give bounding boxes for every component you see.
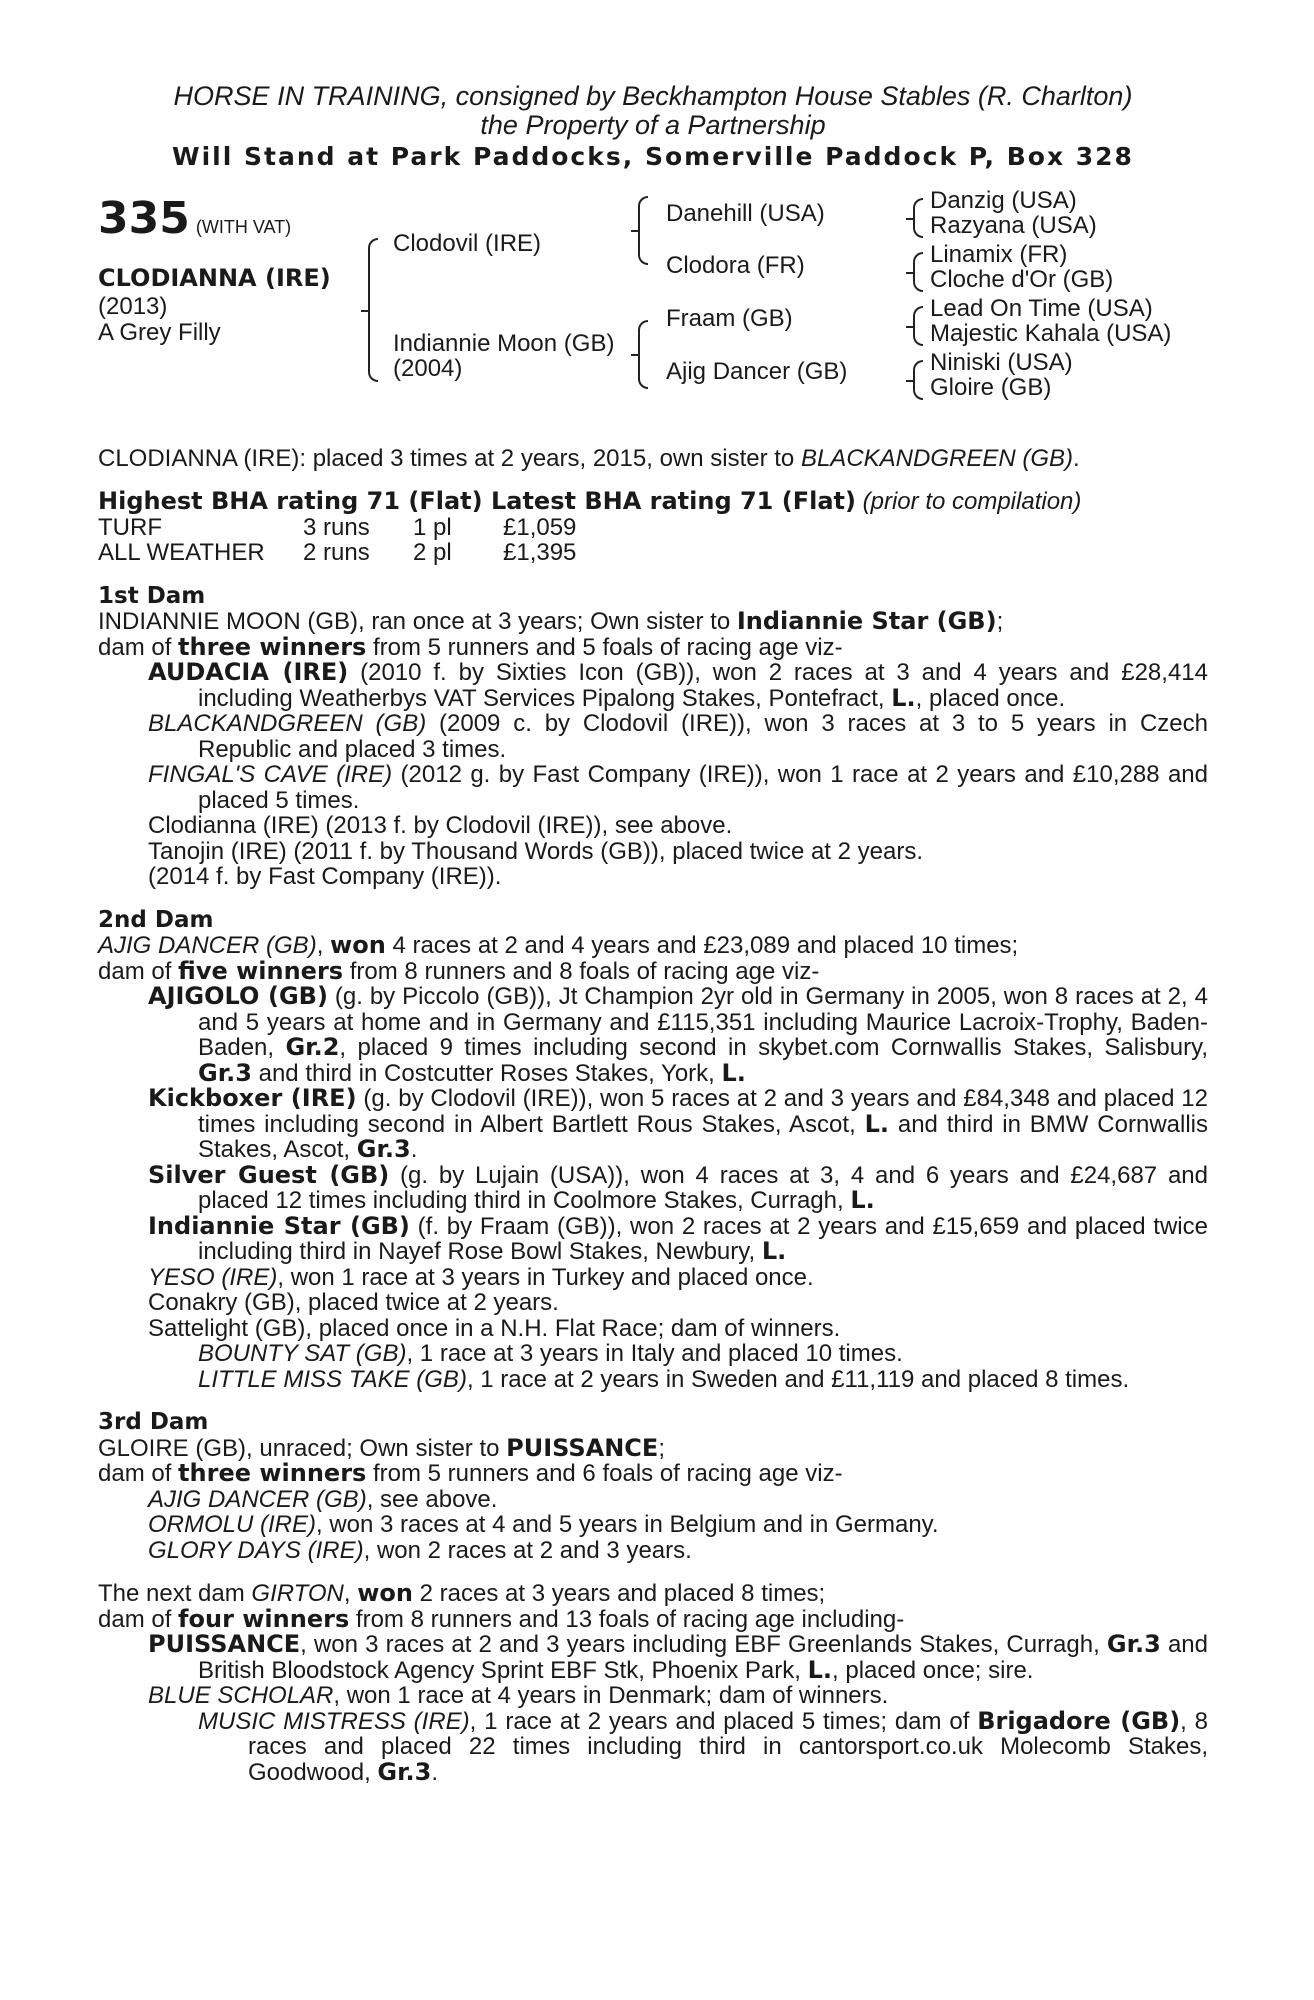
produce-entry: Silver Guest (GB) (g. by Lujain (USA)), won 4 races at 3, 4 and 6 years and £24,687 and placed 12 times including third in Coolmore Stakes, Curragh, L. <box>148 1160 1208 1214</box>
produce-entry: FINGAL'S CAVE (IRE) (2012 g. by Fast Company (IRE)), won 1 race at 2 years and £10,288 and placed 5 times. <box>148 761 1208 814</box>
gen3-5: Lead On Time (USA) <box>930 294 1153 322</box>
produce-entry: YESO (IRE), won 1 race at 3 years in Turkey and placed once. <box>148 1263 814 1291</box>
gen3-4: Cloche d'Or (GB) <box>930 265 1114 293</box>
produce-entry: AJIGOLO (GB) (g. by Piccolo (GB)), Jt Champion 2yr old in Germany in 2005, won 8 races at 2, 4 and 5 years at home and in Germany and £115,351 including Maurice Lacroix-Trophy, Baden-Baden, Gr.2, placed 9 times including second in skybet.com Cornwallis Stakes, Salisbury, Gr.3 and third in Costcutter Roses Stakes, York, L. <box>148 982 1208 1087</box>
pedigree-table <box>98 186 1208 436</box>
gen3-8: Gloire (GB) <box>930 373 1052 401</box>
produce-entry: MUSIC MISTRESS (IRE), 1 race at 2 years and placed 5 times; dam of Brigadore (GB), 8 races and placed 22 times including third in cantorsport.co.uk Molecomb Stakes, Goodwood, Gr.3. <box>198 1706 1209 1786</box>
produce-entry: BLUE SCHOLAR, won 1 race at 4 years in Denmark; dam of winners. <box>148 1682 889 1709</box>
produce-entry: Indiannie Star (GB) (f. by Fraam (GB)), won 2 races at 2 years and £15,659 and placed twice including third in Nayef Rose Bowl Stakes, Newbury, L. <box>148 1211 1208 1265</box>
dam-sire: Fraam (GB) <box>666 304 793 332</box>
section-heading: 3rd Dam <box>98 1409 209 1435</box>
produce-entry: Tanojin (IRE) (2011 f. by Thousand Words (GB)), placed twice at 2 years. <box>148 837 924 865</box>
bracket <box>638 196 648 265</box>
record-row: ALL WEATHER 2 runs 2 pl £1,395 <box>98 539 577 566</box>
produce-entry: (2014 f. by Fast Company (IRE)). <box>148 863 502 890</box>
produce-entry: LITTLE MISS TAKE (GB), 1 race at 2 years in Sweden and £11,119 and placed 8 times. <box>198 1365 1130 1393</box>
sire-sire: Danehill (USA) <box>666 199 825 227</box>
bracket <box>638 320 648 389</box>
horse-desc: A Grey Filly <box>98 318 221 346</box>
next-dam-section: The next dam GIRTON, won 2 races at 3 years and placed 8 times; dam of four winners from 8 runners and 13 foals of racing age including- PUISSANCE, won 3 races at 2 and 3 years including EBF Greenlands Stakes, Curragh, Gr.3 and British Bloodstock Agency Sprint EBF Stk, Phoenix Park, L., placed once; sire. BLUE SCHOLAR, won 1 race at 4 years in Denmark; dam of winners. MUSIC MISTRESS (IRE), 1 race at 2 years and placed 5 times; dam of Brigadore (GB), 8 races and placed 22 times including third in cantorsport.co.uk Molecomb Stakes, Goodwood, Gr.3. <box>98 1579 1209 1786</box>
property-line: the Property of a Partnership <box>480 110 826 140</box>
bracket <box>368 238 378 382</box>
sire: Clodovil (IRE) <box>393 229 542 257</box>
produce-entry: Kickboxer (IRE) (g. by Clodovil (IRE)), won 5 races at 2 and 3 years and £84,348 and placed 12 times including second in Albert Bartlett Rous Stakes, Ascot, L. and third in BMW Cornwallis Stakes, Ascot, Gr.3. <box>148 1084 1208 1163</box>
produce-entry: AUDACIA (IRE) (2010 f. by Sixties Icon (GB)), won 2 races at 3 and 4 years and £28,414 including Weatherbys VAT Services Pipalong Stakes, Pontefract, L., placed once. <box>148 658 1208 712</box>
second-dam-section: 2nd Dam AJIG DANCER (GB), won 4 races at 2 and 4 years and £23,089 and placed 10 times; dam of five winners from 8 runners and 8 foals of racing age viz- AJIGOLO (GB) (g. by Piccolo (GB)), Jt Champion 2yr old in Germany in 2005, won 8 races at 2, 4 and 5 years at home and in Germany and £115,351 including Maurice Lacroix-Trophy, Baden-Baden, Gr.2, placed 9 times including second in skybet.com Cornwallis Stakes, Salisbury, Gr.3 and third in Costcutter Roses Stakes, York, L. Kickboxer (IRE) (g. by Clodovil (IRE)), won 5 races at 2 and 3 years and £84,348 and placed 12 times including second in Albert Bartlett Rous Stakes, Ascot, L. and third in BMW Cornwallis Stakes, Ascot, Gr.3. Silver Guest (GB) (g. by Lujain (USA)), won 4 races at 3, 4 and 6 years and £24,687 and placed 12 times including third in Coolmore Stakes, Curragh, L. Indiannie Star (GB) (f. by Fraam (GB)), won 2 races at 2 years and £15,659 and placed twice including third in Nayef Rose Bowl Stakes, Newbury, L. YESO (IRE), won 1 race at 3 years in Turkey and placed once. Conakry (GB), placed twice at 2 years. Sattelight (GB), placed once in a N.H. Flat Race; dam of winners. BOUNTY SAT (GB), 1 race at 3 years in Italy and placed 10 times. LITTLE MISS TAKE (GB), 1 race at 2 years in Sweden and £11,119 and placed 8 times. <box>98 906 1208 1393</box>
rating-line: Highest BHA rating 71 (Flat) Latest BHA rating 71 (Flat) (prior to compilation) <box>98 487 1082 515</box>
section-heading: 2nd Dam <box>98 906 214 933</box>
produce-entry: Sattelight (GB), placed once in a N.H. Flat Race; dam of winners. <box>148 1314 841 1342</box>
gen3-2: Razyana (USA) <box>930 211 1097 239</box>
produce-entry: Clodianna (IRE) (2013 f. by Clodovil (IRE)), see above. <box>148 812 733 839</box>
bracket <box>913 306 923 346</box>
produce-entry: PUISSANCE, won 3 races at 2 and 3 years including EBF Greenlands Stakes, Curragh, Gr.3 and British Bloodstock Agency Sprint EBF Stk, Phoenix Park, L., placed once; sire. <box>148 1630 1208 1684</box>
record-row: TURF 3 runs 1 pl £1,059 <box>98 513 577 541</box>
sire-dam: Clodora (FR) <box>666 251 805 279</box>
section-heading: 1st Dam <box>98 582 206 609</box>
first-dam-section: 1st Dam INDIANNIE MOON (GB), ran once at 3 years; Own sister to Indiannie Star (GB); dam of three winners from 5 runners and 5 foals of racing age viz- AUDACIA (IRE) (2010 f. by Sixties Icon (GB)), won 2 races at 3 and 4 years and £28,414 including Weatherbys VAT Services Pipalong Stakes, Pontefract, L., placed once. BLACKANDGREEN (GB) (2009 c. by Clodovil (IRE)), won 3 races at 3 to 5 years in Czech Republic and placed 3 times. FINGAL'S CAVE (IRE) (2012 g. by Fast Company (IRE)), won 1 race at 2 years and £10,288 and placed 5 times. Clodianna (IRE) (2013 f. by Clodovil (IRE)), see above. Tanojin (IRE) (2011 f. by Thousand Words (GB)), placed twice at 2 years. (2014 f. by Fast Company (IRE)). <box>98 582 1208 890</box>
dam-dam: Ajig Dancer (GB) <box>666 357 848 385</box>
dam-year: (2004) <box>393 354 463 382</box>
horse-name: CLODIANNA (IRE) <box>98 263 331 292</box>
bracket <box>913 198 923 238</box>
produce-entry: BLACKANDGREEN (GB) (2009 c. by Clodovil (IRE)), won 3 races at 3 to 5 years in Czech Republic and placed 3 times. <box>148 710 1208 763</box>
header <box>98 82 1208 170</box>
produce-entry: AJIG DANCER (GB), see above. <box>148 1485 498 1513</box>
produce-entry: Conakry (GB), placed twice at 2 years. <box>148 1289 559 1316</box>
location-line: Will Stand at Park Paddocks, Somerville Paddock P, Box 328 <box>172 142 1134 171</box>
race-summary: CLODIANNA (IRE): placed 3 times at 2 years, 2015, own sister to BLACKANDGREEN (GB). <box>98 444 1080 472</box>
dam: Indiannie Moon (GB) <box>393 329 615 357</box>
lot-number: 335 (WITH VAT) <box>98 192 292 244</box>
catalogue-page <box>98 82 1208 1785</box>
consignor-line: HORSE IN TRAINING, consigned by Beckhampton House Stables (R. Charlton) <box>173 81 1133 111</box>
gen3-7: Niniski (USA) <box>930 348 1073 376</box>
gen3-1: Danzig (USA) <box>930 186 1077 214</box>
third-dam-section: 3rd Dam GLOIRE (GB), unraced; Own sister to PUISSANCE; dam of three winners from 5 runners and 6 foals of racing age viz- AJIG DANCER (GB), see above. ORMOLU (IRE), won 3 races at 4 and 5 years in Belgium and in Germany. GLORY DAYS (IRE), won 2 races at 2 and 3 years. <box>98 1410 1208 1563</box>
produce-entry: ORMOLU (IRE), won 3 races at 4 and 5 years in Belgium and in Germany. <box>148 1511 939 1538</box>
bracket <box>913 252 923 292</box>
bracket <box>913 360 923 400</box>
gen3-3: Linamix (FR) <box>930 240 1068 268</box>
produce-entry: GLORY DAYS (IRE), won 2 races at 2 and 3 years. <box>148 1536 692 1564</box>
produce-entry: BOUNTY SAT (GB), 1 race at 3 years in Italy and placed 10 times. <box>198 1340 903 1367</box>
horse-year: (2013) <box>98 292 168 320</box>
gen3-6: Majestic Kahala (USA) <box>930 319 1172 347</box>
